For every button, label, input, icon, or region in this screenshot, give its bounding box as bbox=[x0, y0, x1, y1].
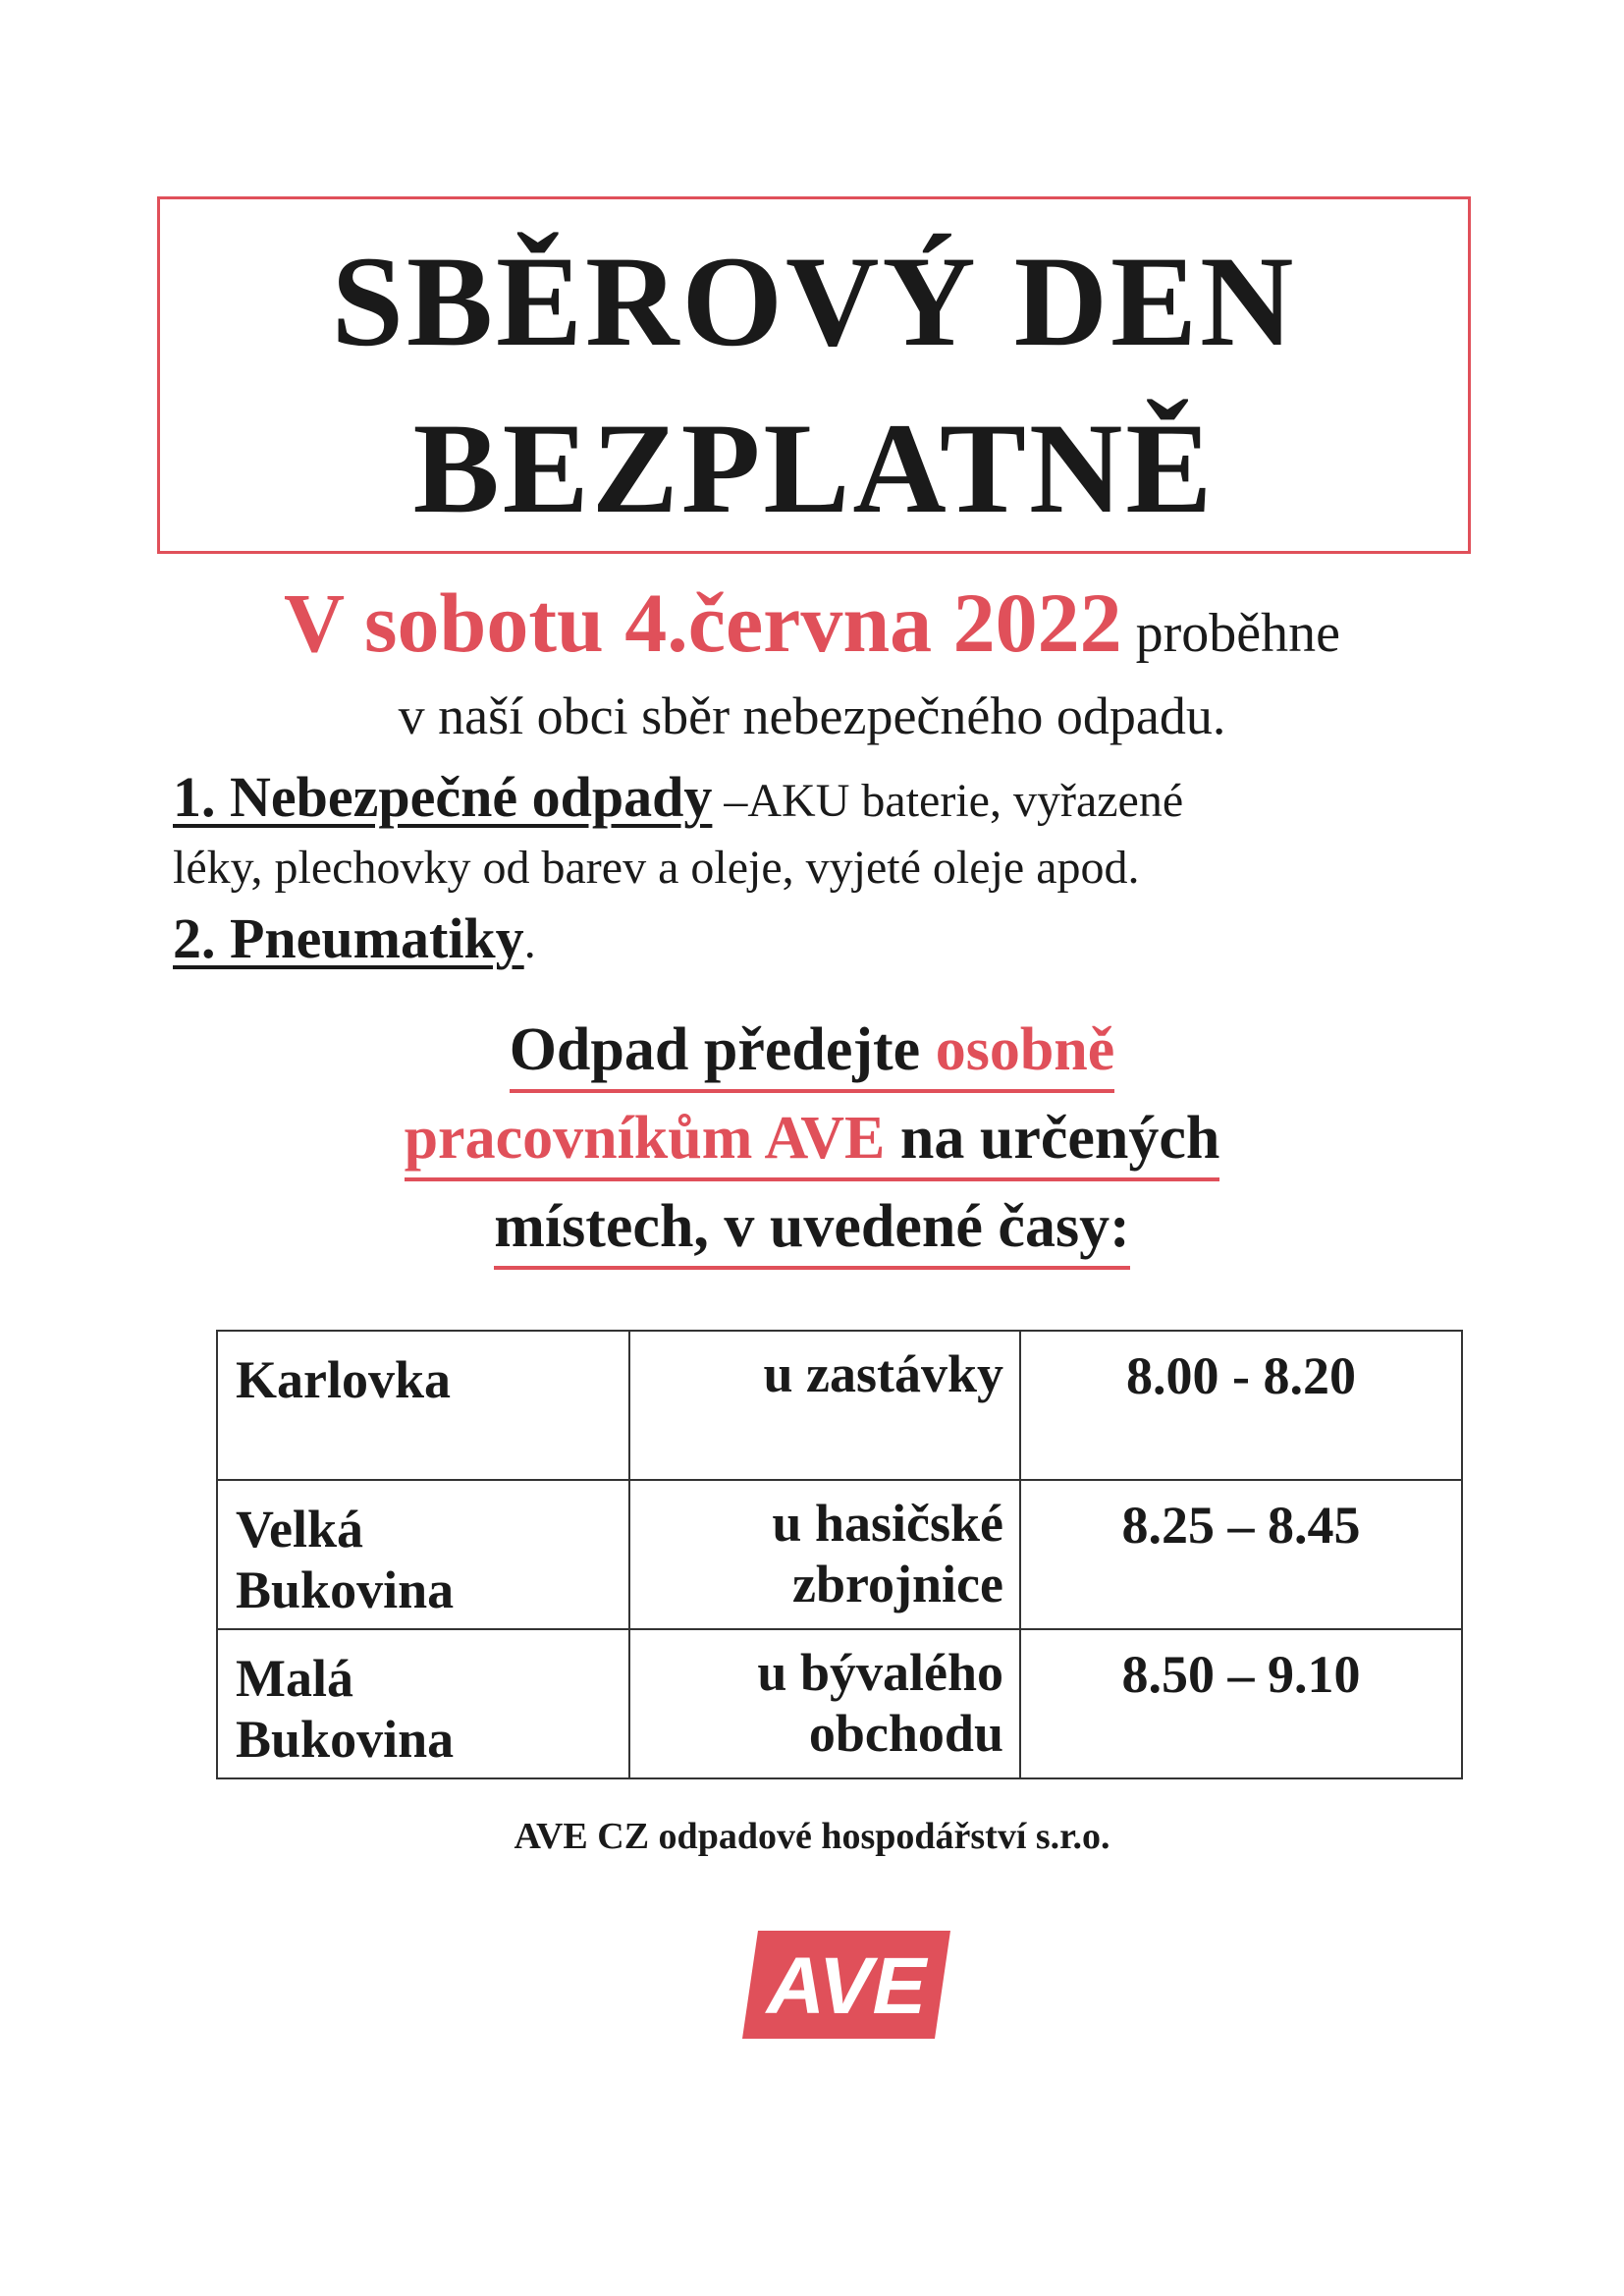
location-line-2: obchodu bbox=[808, 1704, 1003, 1763]
notice-l1-black: Odpad předejte bbox=[509, 1016, 936, 1083]
item-one-text: –AKU baterie, vyřazené bbox=[712, 775, 1184, 827]
date-rest: proběhne bbox=[1121, 603, 1341, 664]
notice-l2-red: pracovníkům AVE bbox=[404, 1105, 886, 1172]
item-one-continued: léky, plechovky od barev a oleje, vyjeté oleje apod. bbox=[173, 842, 1140, 894]
notice-line-3 bbox=[0, 1192, 1624, 1262]
item-two-tail: . bbox=[523, 916, 536, 968]
notice-line-1 bbox=[0, 1015, 1624, 1085]
table-row bbox=[217, 1480, 1462, 1629]
notice-l1-red: osobně bbox=[935, 1016, 1115, 1083]
place-line-1: Malá bbox=[236, 1649, 353, 1708]
notice-l2-black: na určených bbox=[885, 1105, 1220, 1172]
notice-l3: místech, v uvedené časy: bbox=[494, 1193, 1129, 1270]
item-one-head: 1. Nebezpečné odpady bbox=[173, 765, 713, 829]
company-name: AVE CZ odpadové hospodářství s.r.o. bbox=[514, 1816, 1110, 1857]
place-line-1: Velká bbox=[236, 1500, 364, 1558]
place-cell bbox=[217, 1480, 629, 1629]
place-cell bbox=[217, 1629, 629, 1778]
item-two-head: 2. Pneumatiky bbox=[173, 906, 524, 970]
item-one bbox=[173, 764, 1183, 830]
ave-logo bbox=[742, 1931, 950, 2039]
time-cell: 8.25 – 8.45 bbox=[1020, 1480, 1462, 1629]
title-line-1: SBĚROVÝ DEN bbox=[331, 229, 1297, 373]
location-cell bbox=[629, 1629, 1020, 1778]
notice-line-2 bbox=[0, 1104, 1624, 1174]
ave-logo-text: AVE bbox=[766, 1941, 927, 2031]
place-line-1: Karlovka bbox=[236, 1350, 452, 1409]
location-line-1: u zastávky bbox=[763, 1344, 1003, 1403]
date-subline: v naší obci sběr nebezpečného odpadu. bbox=[398, 686, 1226, 745]
table-row bbox=[217, 1331, 1462, 1480]
location-line-1: u hasičské bbox=[772, 1494, 1003, 1553]
item-two bbox=[173, 905, 536, 971]
location-cell bbox=[629, 1331, 1020, 1480]
place-line-2: Bukovina bbox=[236, 1710, 455, 1769]
place-cell bbox=[217, 1331, 629, 1480]
location-line-1: u bývalého bbox=[757, 1643, 1003, 1702]
time-cell: 8.50 – 9.10 bbox=[1020, 1629, 1462, 1778]
location-cell bbox=[629, 1480, 1020, 1629]
place-line-2: Bukovina bbox=[236, 1560, 455, 1619]
date-highlight: V sobotu 4.června 2022 bbox=[283, 575, 1122, 670]
date-line bbox=[0, 574, 1624, 672]
title-line-2: BEZPLATNĚ bbox=[412, 396, 1216, 540]
location-line-2: zbrojnice bbox=[792, 1555, 1003, 1613]
title-box bbox=[157, 196, 1471, 554]
table-row bbox=[217, 1629, 1462, 1778]
time-cell: 8.00 - 8.20 bbox=[1020, 1331, 1462, 1480]
schedule-table bbox=[216, 1330, 1463, 1779]
